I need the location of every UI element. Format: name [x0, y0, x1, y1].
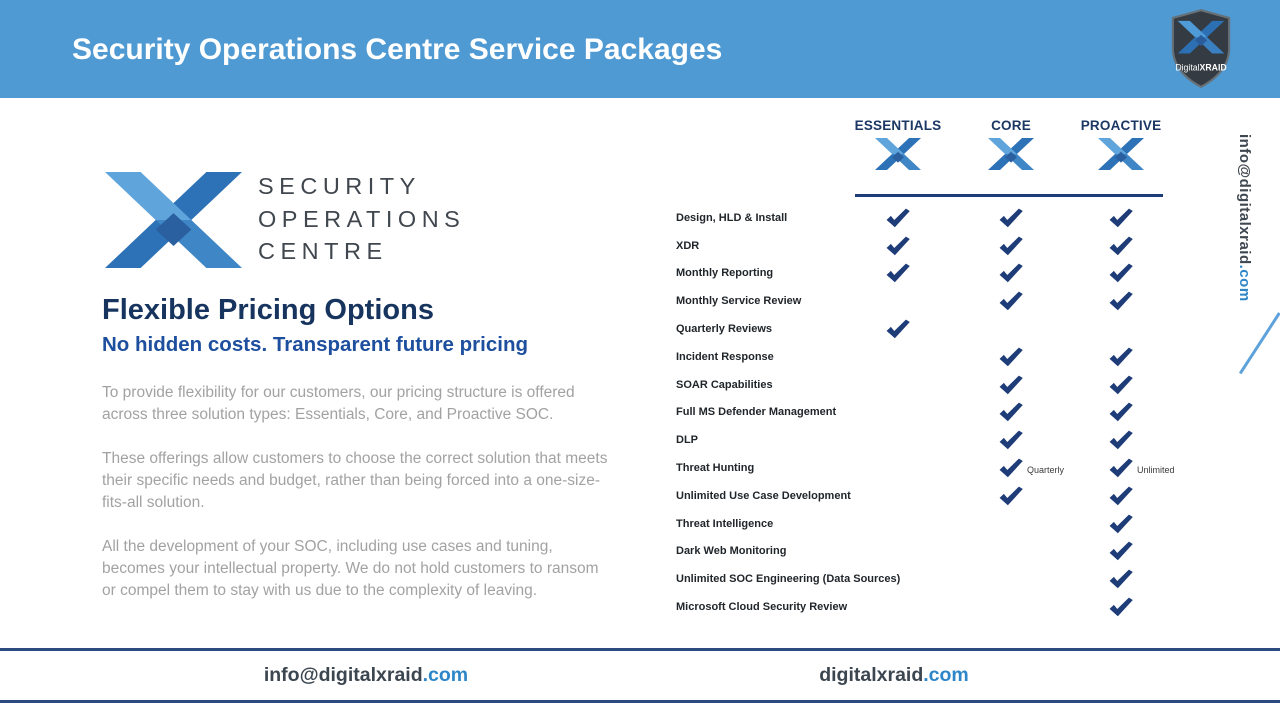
feature-cell	[1108, 486, 1134, 506]
feature-cell	[998, 486, 1024, 506]
check-icon	[1108, 236, 1134, 256]
table-row	[660, 371, 1200, 399]
check-icon	[885, 208, 911, 228]
check-icon	[998, 291, 1024, 311]
table-row	[660, 399, 1200, 427]
cell-note: Unlimited	[1137, 465, 1175, 476]
feature-label: Monthly Reporting	[676, 267, 774, 280]
table-row	[660, 287, 1200, 315]
feature-cell	[998, 319, 1024, 339]
feature-cell	[998, 291, 1024, 311]
footer-top-rule	[0, 648, 1280, 651]
table-row	[660, 482, 1200, 510]
feature-cell	[1108, 291, 1134, 311]
feature-cell	[885, 514, 911, 534]
side-email[interactable]	[1236, 134, 1253, 302]
feature-cell	[885, 458, 911, 478]
check-icon	[998, 486, 1024, 506]
page-title: Security Operations Centre Service Packages	[72, 33, 723, 66]
comparison-table-body	[660, 204, 1200, 621]
check-icon	[1108, 514, 1134, 534]
feature-cell	[998, 458, 1065, 478]
section-heading: Flexible Pricing Options	[102, 294, 434, 326]
feature-cell	[885, 347, 911, 367]
feature-label: Threat Hunting	[676, 462, 755, 475]
cell-note: Quarterly	[1027, 465, 1065, 476]
soc-logo	[105, 170, 485, 270]
check-icon	[885, 319, 911, 339]
footer-email-name: info@digitalxraid	[263, 664, 423, 686]
table-row	[660, 260, 1200, 288]
feature-cell	[885, 375, 911, 395]
column-core	[951, 118, 1071, 175]
feature-label: XDR	[676, 239, 700, 252]
column-essentials	[838, 118, 958, 175]
feature-cell	[1108, 541, 1134, 561]
side-email-name: info@digitalxraid	[1236, 134, 1253, 265]
feature-cell	[998, 514, 1024, 534]
soc-word-line: SECURITY	[258, 173, 421, 199]
feature-cell	[885, 291, 911, 311]
feature-cell	[1108, 208, 1134, 228]
footer-website[interactable]	[694, 664, 1094, 687]
feature-label: Incident Response	[676, 350, 774, 363]
check-icon	[998, 236, 1024, 256]
feature-cell	[885, 486, 911, 506]
feature-label: Threat Intelligence	[676, 517, 774, 530]
table-row	[660, 538, 1200, 566]
footer-website-name: digitalxraid	[819, 664, 924, 686]
column-x-icon	[875, 138, 921, 170]
check-icon	[1108, 291, 1134, 311]
svg-text:DigitalXRAID: DigitalXRAID	[1175, 62, 1227, 73]
soc-word-line: CENTRE	[258, 238, 388, 265]
column-header-label: PROACTIVE	[1080, 118, 1162, 133]
check-icon	[885, 263, 911, 283]
feature-cell	[998, 569, 1024, 589]
check-icon	[998, 347, 1024, 367]
check-icon	[1108, 458, 1134, 478]
column-header-label: CORE	[991, 118, 1031, 133]
column-proactive	[1061, 118, 1181, 175]
column-header-label: ESSENTIALS	[854, 118, 942, 133]
feature-label: Quarterly Reviews	[676, 323, 772, 336]
feature-cell	[885, 541, 911, 561]
check-icon	[1108, 597, 1134, 617]
table-row	[660, 510, 1200, 538]
intro-paragraphs	[102, 382, 614, 624]
soc-word-line: OPERATIONS	[258, 205, 466, 232]
feature-label: Full MS Defender Management	[676, 406, 837, 419]
feature-cell	[998, 430, 1024, 450]
table-row	[660, 426, 1200, 454]
feature-label: Design, HLD & Install	[676, 211, 788, 224]
check-icon	[998, 375, 1024, 395]
check-icon	[998, 458, 1024, 478]
x-mark	[1098, 138, 1144, 170]
table-row	[660, 593, 1200, 621]
column-x-icon	[1098, 138, 1144, 170]
footer-email-tld: .com	[422, 664, 469, 686]
header-bar	[0, 0, 1280, 98]
footer-bottom-rule	[0, 700, 1280, 703]
feature-cell	[885, 236, 911, 256]
table-row	[660, 565, 1200, 593]
x-mark	[988, 138, 1034, 170]
check-icon	[1108, 569, 1134, 589]
check-icon	[1108, 347, 1134, 367]
check-icon	[1108, 430, 1134, 450]
feature-cell	[1108, 569, 1134, 589]
table-row	[660, 454, 1200, 482]
feature-cell	[998, 375, 1024, 395]
comparison-table	[660, 118, 1200, 642]
table-row	[660, 204, 1200, 232]
shield-icon	[1168, 8, 1234, 90]
feature-cell	[998, 402, 1024, 422]
check-icon	[998, 402, 1024, 422]
footer-email[interactable]	[166, 664, 566, 687]
feature-cell	[1108, 236, 1134, 256]
check-icon	[1108, 263, 1134, 283]
feature-cell	[1108, 402, 1134, 422]
feature-cell	[885, 569, 911, 589]
feature-cell	[998, 236, 1024, 256]
feature-cell	[1108, 319, 1134, 339]
x-mark	[875, 138, 921, 170]
feature-cell	[998, 541, 1024, 561]
check-icon	[1108, 541, 1134, 561]
side-email-tld: .com	[1236, 264, 1253, 302]
check-icon	[998, 430, 1024, 450]
check-icon	[1108, 375, 1134, 395]
feature-label: Microsoft Cloud Security Review	[676, 601, 848, 614]
feature-cell	[885, 319, 911, 339]
footer-website-tld: .com	[923, 664, 969, 686]
feature-cell	[885, 208, 911, 228]
feature-label: Monthly Service Review	[676, 295, 802, 308]
feature-cell	[1108, 375, 1134, 395]
feature-cell	[1108, 597, 1134, 617]
check-icon	[1108, 402, 1134, 422]
feature-cell	[1108, 347, 1134, 367]
feature-cell	[1108, 458, 1175, 478]
soc-logo-wordmark	[258, 170, 465, 268]
feature-cell	[885, 402, 911, 422]
feature-label: DLP	[676, 434, 698, 447]
feature-label: Unlimited Use Case Development	[676, 489, 851, 502]
intro-paragraph: To provide flexibility for our customers, our pricing structure is offered across three solution types: Essentials, Core, and Proactive SOC.	[102, 384, 575, 423]
x-logo-icon	[105, 172, 242, 268]
feature-label: SOAR Capabilities	[676, 378, 773, 391]
intro-paragraph: All the development of your SOC, including use cases and tuning, becomes your intellectual property. We do not hold customers to ransom or compel them to stay with us due to the complexity of leaving.	[102, 538, 599, 599]
table-row	[660, 343, 1200, 371]
check-icon	[885, 236, 911, 256]
x-mark	[105, 172, 242, 268]
feature-cell	[1108, 514, 1134, 534]
column-x-icon	[988, 138, 1034, 170]
feature-cell	[998, 347, 1024, 367]
feature-cell	[885, 430, 911, 450]
feature-cell	[1108, 263, 1134, 283]
check-icon	[1108, 208, 1134, 228]
table-header-rule	[855, 194, 1163, 197]
feature-cell	[885, 597, 911, 617]
check-icon	[998, 263, 1024, 283]
check-icon	[998, 208, 1024, 228]
diagonal-accent-line	[1239, 312, 1280, 374]
check-icon	[1108, 486, 1134, 506]
section-subheading: No hidden costs. Transparent future pricing	[102, 333, 528, 356]
digitalxraid-shield-logo	[1168, 8, 1234, 90]
intro-paragraph: These offerings allow customers to choose the correct solution that meets their specific needs and budget, rather than being forced into a one-size-fits-all solution.	[102, 450, 608, 511]
table-row	[660, 232, 1200, 260]
feature-label: Dark Web Monitoring	[676, 545, 787, 558]
feature-cell	[998, 208, 1024, 228]
feature-cell	[998, 597, 1024, 617]
table-row	[660, 315, 1200, 343]
feature-label: Unlimited SOC Engineering (Data Sources)	[676, 573, 901, 586]
feature-cell	[885, 263, 911, 283]
feature-cell	[998, 263, 1024, 283]
feature-cell	[1108, 430, 1134, 450]
